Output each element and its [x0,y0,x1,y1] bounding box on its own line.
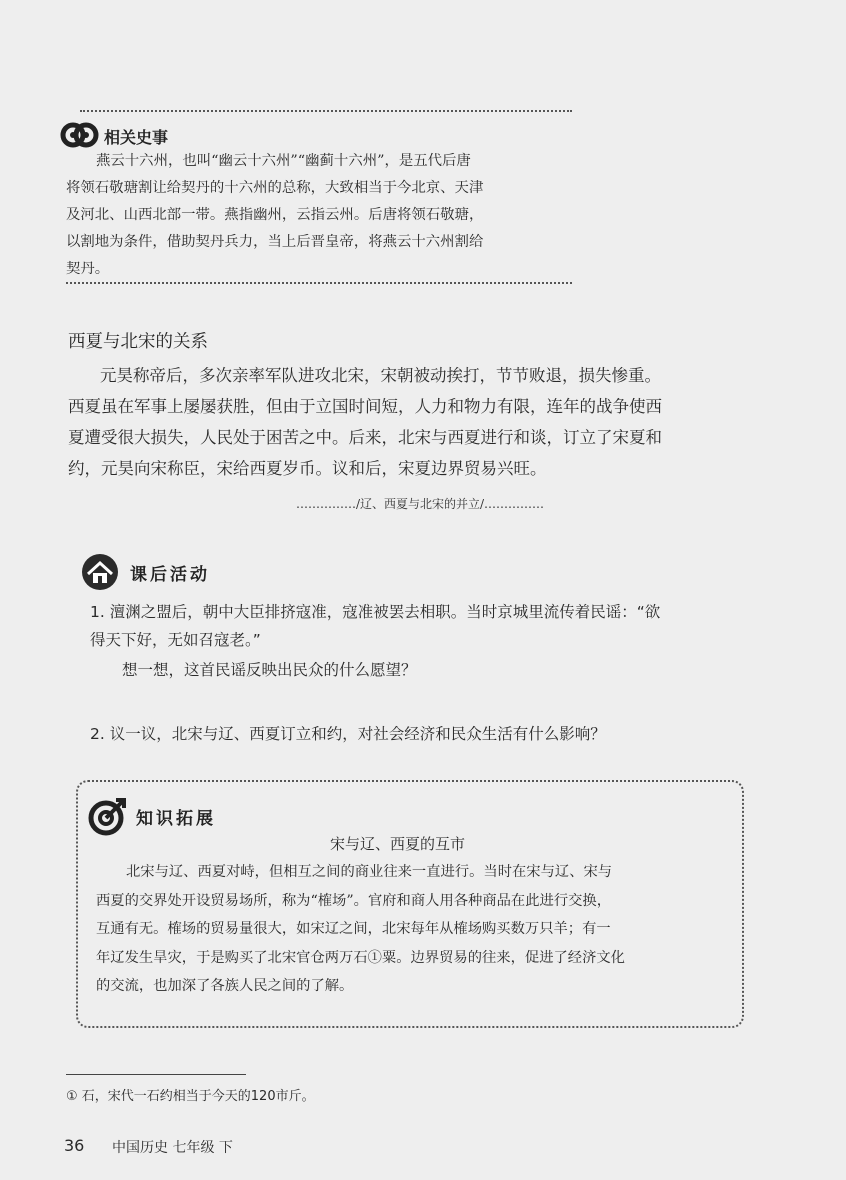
activity-q1-sub: 想一想，这首民谣反映出民众的什么愿望？ [122,661,417,679]
related-line: 契丹。 [66,261,110,277]
knowledge-line: 互通有无。榷场的贸易量很大，如宋辽之间，北宋每年从榷场购买数万只羊；有一 [96,921,611,937]
knowledge-header [88,796,216,836]
house-icon [80,552,120,592]
section-line: 西夏虽在军事上屡屡获胜，但由于立国时间短，人力和物力有限，连年的战争使西 [68,397,662,416]
knowledge-line: 年辽发生旱灾，于是购买了北宋官仓两万石①粟。边界贸易的往来，促进了经济文化 [96,949,625,966]
q1-line: 1. 澶渊之盟后，朝中大臣排挤寇准，寇准被罢去相职。当时京城里流传着民谣：“欲 [90,603,661,621]
figure-caption: ……………/辽、西夏与北宋的并立/…………… [295,497,545,511]
page-number: 36 [64,1136,85,1155]
section-line: 约，元昊向宋称臣，宋给西夏岁币。议和后，宋夏边界贸易兴旺。 [68,459,547,478]
activity-q2: 2. 议一议，北宋与辽、西夏订立和约，对社会经济和民众生活有什么影响？ [90,725,606,743]
related-history-title: 相关史事 [104,127,169,147]
top-dotted-rule [80,110,572,112]
knowledge-line: 的交流，也加深了各族人民之间的了解。 [96,978,354,994]
knowledge-title: 知识拓展 [136,808,216,829]
section-line: 夏遭受很大损失，人民处于困苦之中。后来，北宋与西夏进行和谈，订立了宋夏和 [68,428,662,447]
target-arrow-icon [88,796,128,836]
knowledge-text [96,858,736,1001]
related-line: 以割地为条件，借助契丹兵力，当上后晋皇帝，将燕云十六州割给 [66,234,484,250]
activity-header [80,552,210,592]
activity-q1 [90,598,750,654]
section-line: 元昊称帝后，多次亲率军队进攻北宋，宋朝被动挨打，节节败退，损失惨重。 [100,366,661,385]
activity-title: 课后活动 [130,564,210,585]
related-line: 将领石敬瑭割让给契丹的十六州的总称，大致相当于今北京、天津 [66,180,484,196]
footnote-rule [66,1074,246,1075]
knowledge-line: 西夏的交界处开设贸易场所，称为“榷场”。官府和商人用各种商品在此进行交换， [96,892,612,909]
footnote: ① 石，宋代一石约相当于今天的120市斤。 [66,1089,315,1104]
knowledge-line: 北宋与辽、西夏对峙，但相互之间的商业往来一直进行。当时在宋与辽、宋与 [126,864,613,880]
related-history-text [66,148,572,283]
bottom-dotted-rule [66,282,572,284]
related-line: 燕云十六州，也叫“幽云十六州”“幽蓟十六州”，是五代后唐 [96,153,471,169]
section-heading: 西夏与北宋的关系 [68,332,208,352]
knowledge-subtitle: 宋与辽、西夏的互市 [330,835,466,853]
related-line: 及河北、山西北部一带。燕指幽州，云指云州。后唐将领石敬瑭， [66,207,484,223]
q1-line: 得天下好，无如召寇老。” [90,631,261,649]
book-title: 中国历史 七年级 下 [112,1140,233,1156]
section-body [68,360,758,484]
